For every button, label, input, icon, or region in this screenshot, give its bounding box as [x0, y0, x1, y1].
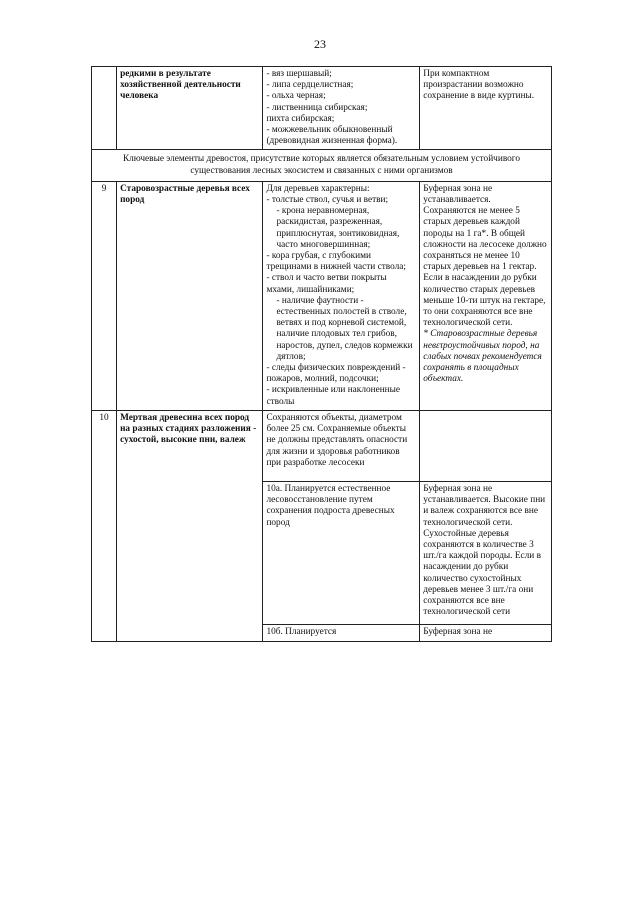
table-row	[92, 67, 552, 150]
species-item: пихта сибирская;	[266, 113, 335, 124]
feature-item: - крона неравномерная, раскидистая, разреженная, приплюснутая, зонтиковидная, часто многовершинная;	[276, 206, 400, 250]
species-item: - можжевельник обыкновенный (древовидная жизненная форма).	[266, 125, 398, 147]
note-text: Сохраняются не менее 5 старых деревьев каждой породы на 1 га*. В общей сложности на лесосеке должно сохраняться не менее 10 старых деревьев на 1 гектар.	[423, 206, 547, 273]
feature-item: - толстые ствол, сучья и ветви;	[266, 195, 389, 206]
feature-item: - наличие фаутности - естественных полостей в стволе, ветвях и под корневой системой, наличие плодовых тел грибов, наростов, дупел, следов кормежки дятлов;	[276, 295, 413, 362]
species-item: - ольха черная;	[266, 91, 326, 102]
empty-cell	[420, 410, 552, 481]
feature-item: - следы физических повреждений - пожаров, молний, подсочки;	[266, 363, 406, 385]
note-text: Буферная зона не устанавливается.	[423, 183, 493, 206]
row-number: 10	[92, 410, 117, 641]
note-10a: Буферная зона не устанавливается. Высокие пни и валеж сохраняются все вне технологической сети. Сухостойные деревья сохраняются в количестве 3 шт./га каждой породы. Если в насаждении до рубки количество сухостойных деревьев менее 3 шт./га они сохраняются все вне технологической сети	[420, 481, 552, 624]
species-item: - вяз шершавый;	[266, 69, 332, 79]
page-number: 23	[314, 37, 326, 51]
note-text: Если в насаждении до рубки количество старых деревьев меньше 10-ти штук на гектаре, то они сохраняются все вне технологической сети.	[423, 273, 546, 329]
general-conditions: Сохраняются объекты, диаметром более 25 см. Сохраняемые объекты не должны представлять опасности для жизни и здоровья работников при разработке лесосеки	[263, 410, 420, 481]
row-number-cell	[92, 67, 117, 150]
key-elements-table	[91, 66, 552, 642]
species-item: - лиственница сибирская;	[266, 102, 368, 113]
note-cell	[420, 181, 552, 410]
features-cell	[263, 181, 420, 410]
note-10b: Буферная зона не	[420, 625, 552, 642]
element-name: редкими в результате хозяйственной деятельности человека	[117, 67, 263, 150]
species-item: - липа сердцелистная;	[266, 80, 354, 91]
feature-item: - ствол и часто ветви покрыты мхами, лишайниками;	[266, 273, 387, 295]
feature-item: - кора грубая, с глубокими трещинами в нижней части ствола;	[266, 251, 406, 273]
table-row	[92, 410, 552, 481]
features-intro: Для деревьев характерны:	[266, 183, 370, 194]
row-number: 9	[92, 181, 117, 410]
species-list	[263, 67, 420, 150]
table-row	[92, 181, 552, 410]
note-footnote: * Старовозрастные деревья невετроустойчивых пород, на слабых почвах рекомендуется сохранять в площадных объектах.	[423, 329, 542, 385]
element-name: Старовозрастные деревья всех пород	[117, 181, 263, 410]
condition-10a: 10а. Планируется естественное лесовосстановление путем сохранения подроста древесных пород	[263, 481, 420, 624]
section-heading: Ключевые элементы древостоя, присутствие которых является обязательным условием устойчивого существования лесных экосистем и связанных с ними организмов	[92, 150, 552, 181]
element-name: Мертвая древесина всех пород на разных стадиях разложения - сухостой, высокие пни, валеж	[117, 410, 263, 641]
condition-10b: 10б. Планируется	[263, 625, 420, 642]
feature-item: - искривленные или наклоненные стволы	[266, 385, 401, 407]
note-cell: При компактном произрастании возможно сохранение в виде куртины.	[420, 67, 552, 150]
section-heading-row	[92, 150, 552, 181]
